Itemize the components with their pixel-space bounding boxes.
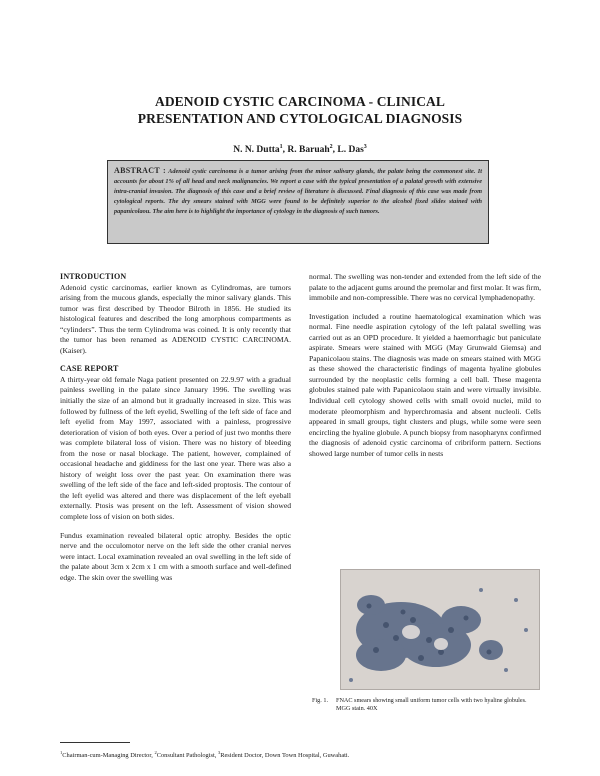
footnote-text: Resident Doctor, Down Town Hospital, Guwahati. [220,752,350,760]
footnote-text: Consultant Pathologist, [156,752,218,760]
examination-paragraph: normal. The swelling was non-tender and extended from the left side of the palate to the adjacent gums around the premolar and first molar. It was firm, immobile and non-compressible. There was no cervical lymphadenopathy. [309,272,541,303]
abstract-box [107,160,489,244]
author-affiliation-mark: 1 [279,144,283,150]
article-title [60,93,540,127]
author-affiliation-mark: 3 [363,144,367,150]
micrograph-illustration [341,570,540,690]
footnote-divider [60,742,130,743]
author-name: N. N. Dutta [233,145,280,156]
footnote-mark: 2 [154,750,157,755]
title-line-2: PRESENTATION AND CYTOLOGICAL DIAGNOSIS [137,111,463,126]
author-list: N. N. Dutta$^1$, R. Baruah$^2$, L. Das$^3$ [233,144,367,156]
micrograph-image [340,569,540,690]
author-affiliation-mark: 2 [329,144,333,150]
section-heading-case-report: CASE REPORT [60,364,119,374]
affiliation-footnote [60,750,540,759]
author-name: L. Das [337,145,364,156]
fundus-paragraph: Fundus examination revealed bilateral optic atrophy. Besides the optic nerve and the occulomotor nerve on the left side the other cranial nerves were intact. Local examination revealed an oval swelling in the left side of the palate about 3cm x 2cm x 1 cm with a smooth surface and well-defined edge. The skin over the swelling was [60,530,291,582]
right-column [309,272,541,467]
section-heading-introduction: INTRODUCTION [60,272,127,281]
introduction-paragraph: Adenoid cystic carcinomas, earlier known as Cylindromas, are tumors arising from the mucous glands, especially the minor salivary glands. This tumor was first described by Theodor Bilroth in 1856. He studied its histological features and described the long amorphous compartments as “cylinders”. Thus the term Cylindroma was coined. It is only recently that the tumor has been renamed as ADENOID CYSTIC CARCINOMA.(Kaiser). [60,282,291,355]
figure-caption-text: FNAC smears showing small uniform tumor cells with two hyaline globules. MGG stain. 40X [336,697,527,712]
footnote-text: Chairman-cum-Managing Director, [62,752,155,760]
title-line-1: ADENOID CYSTIC CARCINOMA - CLINICAL [154,94,446,109]
case-report-paragraph: A thirty-year old female Naga patient presented on 22.9.97 with a gradual painless swelling in the palate since January 1996. The swelling was initially the size of an almond but it gradually increased in size. This was followed by fullness of the left eyelid, Swelling of the left side of face and left eyelid from May 1997, associated with a painless, progressive deterioration of vision of both eyes. Over a period of just two months there was complete bilateral loss of vision. There was no history of bleeding from the nose or nasal blockage. The patient, however, complained of occasional headache and giddiness for the last one year. There was also a history of weight loss over the past year. On examination there was swelling of the left side of the face and left-sided proptosis. The contour of the left eyelid was altered and there was displacement of the left eyeball externally. Ptosis was present on the left. Assessment of vision showed complete loss of vision on both sides. [60,374,291,522]
figure-number: Fig. 1. [312,697,328,704]
footnote-mark: 3 [217,750,221,755]
footnote-mark: 1 [60,750,63,755]
author-name: R. Baruah [287,145,330,156]
abstract-text: Adenoid cystic carcinoma is a tumor arising from the minor salivary glands, the palate being the commonest site. It accounts for about 1% of all head and neck malignancies. We report a case with the typical presentation of a palatal growth with extensive intra-cranial invasion. The diagnosis of this case and a brief review of literature is discussed. Final diagnosis of this case was made from cytological reports. The dry smears stained with MGG were found to be definitely superior to the alcohol fixed slides stained with papanicolaou. The aim here is to highlight the importance of cytology in the diagnosis of such tumors. [114,168,482,216]
investigation-paragraph: Investigation included a routine haematological examination which was normal. Fine needle aspiration cytology of the left palatal swelling was carried out as an OPD procedure. It yielded a haemorrhagic but paniculate aspirate. Smears were stained with MGG (May Grunwald Giemsa) and Papanicolaou stains. The diagnosis was made on smears stained with MGG as these showed the characteristic findings of magenta hyaline globules surrounded by the neoplastic cells forming a cell ball. These magenta globules stained pale with Papanicolaou stain and were virtually invisible. Individual cell cytology showed cells with small ovoid nuclei, mild to moderate pleomorphism and hyperchromasia and absent nucleoli. Cells appeared in small groups, tight clusters and plugs, while some were seen encircling the hyaline globule. A punch biopsy from nasopharynx confirmed the diagnosis of adenoid cystic carcinoma of cribriform pattern. Sections showed large number of tumor cells in nests [309,311,541,458]
figure-caption [312,697,542,713]
abstract-label: ABSTRACT : [114,166,166,175]
left-column [60,272,291,591]
